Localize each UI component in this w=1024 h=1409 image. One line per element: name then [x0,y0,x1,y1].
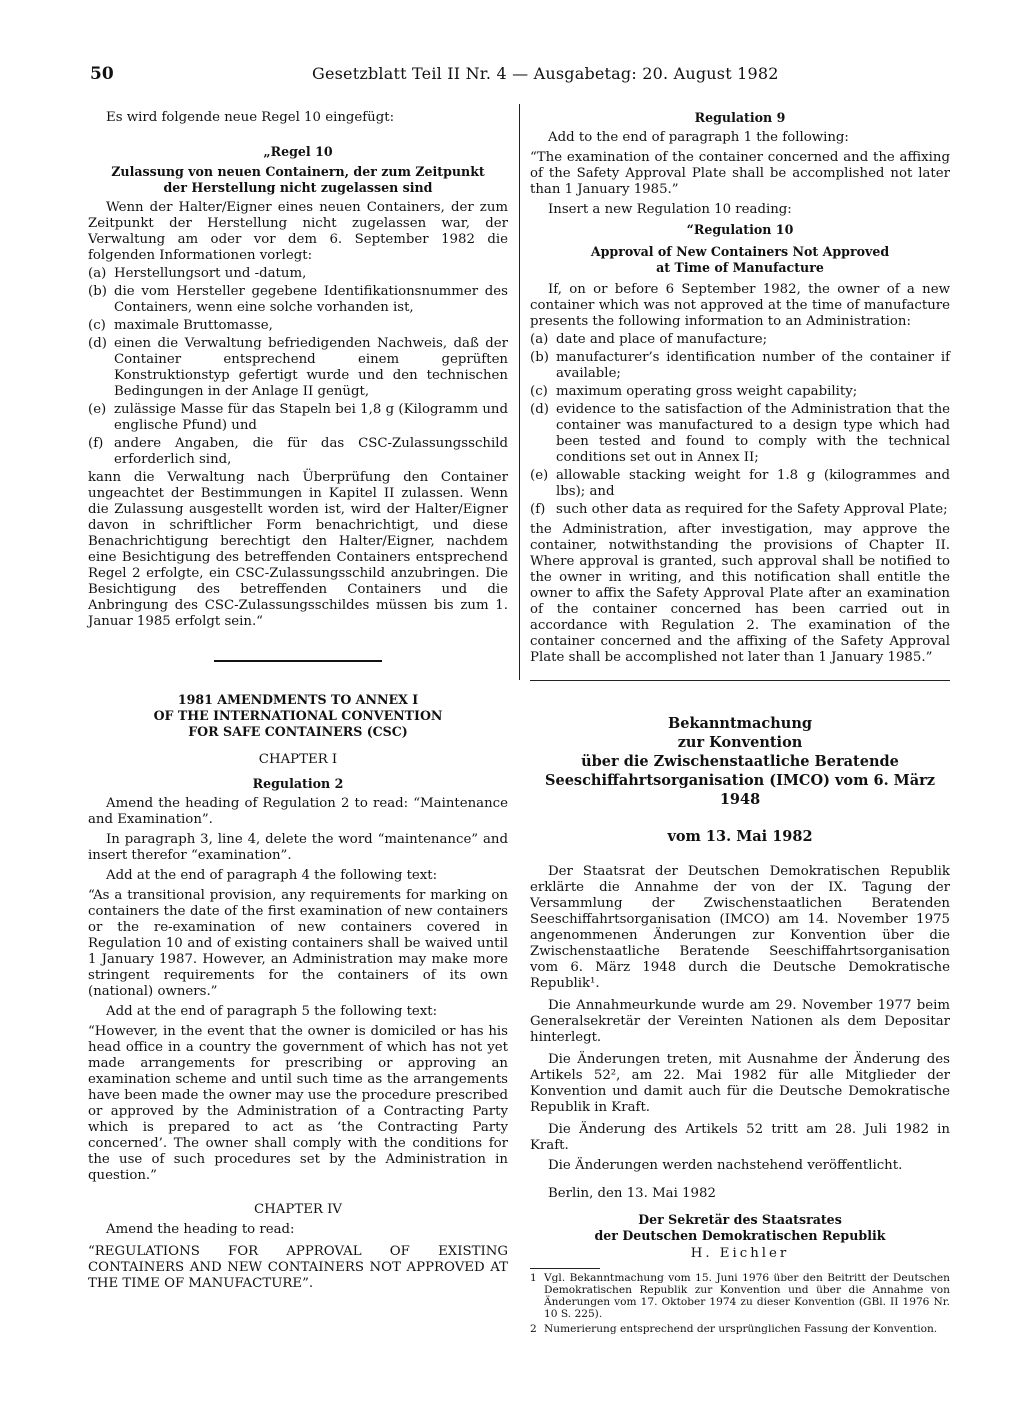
regulation-9-quote: “The examination of the container concerned and the affixing of the Safety Approval Plate shall be accomplished not later than 1 January 1985.” [530,150,950,197]
header-title: Gesetzblatt Teil II Nr. 4 — Ausgabetag: 20. August 1982 [312,64,779,83]
regulation-2-quote-1: “As a transitional provision, any requirements for marking on containers the date of the first examination of new containers or the re-examination of new containers covered in Regulation 10 and of existing containers shall be waived until 1 January 1987. However, an Administration may make more stringent requirements for the containers of its own (national) owners.” [88,888,508,999]
regel-10-heading-line-1: Zulassung von neuen Containern, der zum Zeitpunkt [111,164,485,179]
regulation-2-paragraph-3: Add at the end of paragraph 4 the following text: [106,868,438,883]
list-item: (f) andere Angaben, die für das CSC-Zulassungsschild erforderlich sind, [88,436,508,467]
list-item: (d) evidence to the satisfaction of the Administration that the container was manufactured to a design type which had been tested and found to comply with the technical conditions set out in Annex II; [530,402,950,465]
regulation-10-closing: the Administration, after investigation, may approve the container, notwithstanding the provisions of Chapter II. Where approval is granted, such approval shall be notified to the owner in writing, and this notification shall entitle the owner to affix the Safety Approval Plate after an examination of the container concerned has been carried out in accordance with Regulation 2. The examination of the container concerned and the affixing of the Safety Approval Plate shall be accomplished not later than 1 January 1985.” [530,522,950,665]
announcement-paragraph-3: Die Änderungen treten, mit Ausnahme der Änderung des Artikels 52², am 22. Mai 1982 für alle Mitglieder der Konvention und damit auch für die Deutsche Demokratische Republik in Kraft. [530,1052,950,1115]
amendments-title-line-1: 1981 AMENDMENTS TO ANNEX I [177,692,419,707]
announcement-title-line-1: Bekanntmachung [667,715,813,732]
announcement-date: vom 13. Mai 1982 [667,828,813,845]
regulation-9-paragraph-1: Add to the end of paragraph 1 the following: [548,130,849,145]
regulation-2-paragraph-2: In paragraph 3, line 4, delete the word “maintenance” and insert therefor “examination”. [88,832,508,863]
announcement-paragraph-2: Die Annahmeurkunde wurde am 29. November 1977 beim Generalsekretär der Vereinten Nationen als dem Depositar hinterlegt. [530,998,950,1045]
list-item: (b) die vom Hersteller gegebene Identifikationsnummer des Containers, wenn eine solche vorhanden ist, [88,284,508,315]
regel-10-title: „Regel 10 [263,144,333,159]
regel-10-list [88,266,508,468]
regulation-10-paragraph: If, on or before 6 September 1982, the owner of a new container which was not approved at the time of manufacture presents the following information to an Administration: [530,282,950,329]
signatory-name: H. Eichler [690,1246,790,1261]
announcement-title-line-2: zur Konvention [677,734,803,751]
list-item: (a) date and place of manufacture; [530,332,768,347]
signatory-title-line-1: Der Sekretär des Staatsrates [638,1212,842,1227]
announcement-paragraph-4: Die Änderung des Artikels 52 tritt am 28. Juli 1982 in Kraft. [530,1122,950,1153]
list-item: (f) such other data as required for the Safety Approval Plate; [530,502,948,517]
regulation-2-quote-2: “However, in the event that the owner is domiciled or has his head office in a country the government of which has not yet made arrangements for prescribing or approving an examination scheme and until such time as the arrangements have been made the owner may use the procedure prescribed or approved by the Administration of a Contracting Party which is prepared to act as ‘the Contracting Party concerned’. The owner shall comply with the conditions for the use of such procedures set by the Administration in question.” [88,1024,508,1183]
column-divider [519,104,520,680]
chapter-4-quote: “REGULATIONS FOR APPROVAL OF EXISTING CONTAINERS AND NEW CONTAINERS NOT APPROVED AT THE TIME OF MANUFACTURE”. [88,1244,508,1291]
regulation-2-paragraph-1: Amend the heading of Regulation 2 to read: “Maintenance and Examination”. [88,796,508,827]
list-item: (a) Herstellungsort und -datum, [88,266,307,281]
regulation-10-heading-line-1: Approval of New Containers Not Approved [590,244,890,259]
list-item: (e) zulässige Masse für das Stapeln bei 1,8 g (Kilogramm und englische Pfund) und [88,402,508,433]
section-rule [214,660,382,662]
chapter-4-paragraph: Amend the heading to read: [106,1222,295,1237]
list-item: (e) allowable stacking weight for 1.8 g (kilogrammes and lbs); and [530,468,950,499]
announcement-title-line-3: über die Zwischenstaatliche Beratende [581,753,899,770]
left-column [88,110,508,1292]
amendments-title-line-2: OF THE INTERNATIONAL CONVENTION [153,708,443,723]
footnote-rule [530,1268,600,1269]
right-column [530,110,950,1335]
place-and-date: Berlin, den 13. Mai 1982 [548,1186,716,1201]
regulation-2-heading: Regulation 2 [252,776,344,791]
regulation-10-list [530,332,950,518]
list-item: (c) maximale Bruttomasse, [88,318,273,333]
chapter-4-heading: CHAPTER IV [254,1202,342,1217]
chapter-1-heading: CHAPTER I [258,752,338,767]
section-divider [530,680,950,681]
announcement-paragraph-5: Die Änderungen werden nachstehend veröffentlicht. [548,1158,903,1173]
footnote-1: 1 Vgl. Bekanntmachung vom 15. Juni 1976 über den Beitritt der Deutschen Demokratischen Republik zur Konvention und über die Annahme von Änderungen vom 17. Oktober 1974 zu dieser Konvention (GBl. II 1976 Nr. 10 S. 225). [530,1272,950,1320]
list-item: (c) maximum operating gross weight capability; [530,384,858,399]
regulation-10-title: “Regulation 10 [686,222,794,237]
regulation-2-paragraph-4: Add at the end of paragraph 5 the following text: [106,1004,438,1019]
page-header [90,64,950,86]
regel-10-paragraph: Wenn der Halter/Eigner eines neuen Containers, der zum Zeitpunkt der Herstellung nicht zugelassen war, der Verwaltung am oder vor dem 6. September 1982 die folgenden Informationen vorlegt: [88,200,508,263]
intro-text: Es wird folgende neue Regel 10 eingefügt: [106,110,395,125]
announcement-title-line-4: Seeschiffahrtsorganisation (IMCO) vom 6. März 1948 [545,772,935,808]
regel-10-closing: kann die Verwaltung nach Überprüfung den Container ungeachtet der Bestimmungen in Kapitel II zulassen. Wenn die Zulassung ausgestellt worden ist, wird der Halter/Eigner davon in schriftlicher Form benachrichtigt, und diese Benachrichtigung berechtigt den Halter/Eigner, nachdem eine Besichtigung des betreffenden Containers entsprechend Regel 2 erfolgte, ein CSC-Zulassungsschild anzubringen. Die Besichtigung des betreffenden Containers und die Anbringung des CSC-Zulassungsschildes müssen bis zum 1. Januar 1985 erfolgt sein.“ [88,470,508,629]
regulation-9-heading: Regulation 9 [694,110,786,125]
footnote-2: 2 Numerierung entsprechend der ursprünglichen Fassung der Konvention. [530,1323,938,1335]
announcement-paragraph-1: Der Staatsrat der Deutschen Demokratischen Republik erklärte die Annahme der von der IX. Tagung der Versammlung der Zwischenstaatlichen Beratenden Seeschiffahrtsorganisation (IMCO) am 14. November 1975 angenommenen Änderungen zur Konvention über die Zwischenstaatliche Beratende Seeschiffahrtsorganisation vom 6. März 1948 durch die Deutsche Demokratische Republik¹. [530,864,950,991]
amendments-title-line-3: FOR SAFE CONTAINERS (CSC) [188,724,408,739]
list-item: (b) manufacturer’s identification number of the container if available; [530,350,950,381]
regulation-9-paragraph-2: Insert a new Regulation 10 reading: [548,202,792,217]
page-number: 50 [90,64,114,84]
regulation-10-heading-line-2: at Time of Manufacture [656,260,824,275]
list-item: (d) einen die Verwaltung befriedigenden Nachweis, daß der Container entsprechend einem geprüften Konstruktionstyp gefertigt wurde und den technischen Bedingungen in der Anlage II genügt, [88,336,508,399]
regel-10-heading-line-2: der Herstellung nicht zugelassen sind [163,180,433,195]
signatory-title-line-2: der Deutschen Demokratischen Republik [594,1228,886,1243]
